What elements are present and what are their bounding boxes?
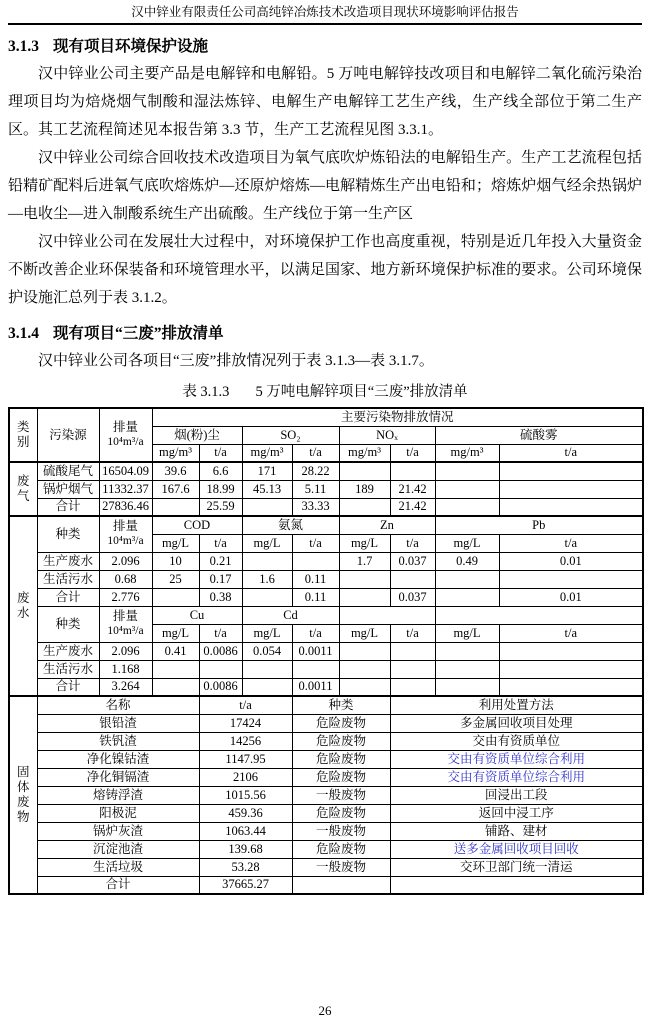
cell-value [390, 462, 435, 480]
cell-source: 生活污水 [37, 570, 99, 588]
cell-value: 0.037 [390, 552, 435, 570]
cell-source: 合计 [37, 678, 99, 696]
cell-waste-name: 阳极泥 [37, 804, 199, 822]
table-row [9, 714, 643, 732]
emission-table [8, 407, 644, 895]
cell-value [435, 588, 499, 606]
cell-method: 铺路、建材 [390, 822, 643, 840]
cell-volume: 3.264 [99, 678, 152, 696]
pollutant-group: NOₓ [339, 426, 435, 444]
col-header-source: 污染源 [37, 408, 99, 462]
cell-kind: 一般废物 [292, 822, 390, 840]
unit-cell: t/a [390, 534, 435, 552]
unit-cell: t/a [390, 624, 435, 642]
cell-value: 0.38 [199, 588, 242, 606]
cell-value [242, 678, 292, 696]
cell-method: 回浸出工段 [390, 786, 643, 804]
cell-amount: 1015.56 [199, 786, 292, 804]
volume-unit: 10⁴m³/a [107, 625, 144, 637]
cell-value [435, 462, 499, 480]
cell-value [499, 498, 643, 516]
page-number: 26 [318, 1003, 332, 1018]
cell-amount: 14256 [199, 732, 292, 750]
cell-value [499, 660, 643, 678]
cell-value: 18.99 [199, 480, 242, 498]
cell-amount: 2106 [199, 768, 292, 786]
cell-value [339, 678, 390, 696]
cell-kind: 危险废物 [292, 750, 390, 768]
cell-value [242, 498, 292, 516]
cell-value [499, 642, 643, 660]
paragraph: 汉中锌业公司各项目“三废”排放情况列于表 3.1.3—表 3.1.7。 [38, 353, 434, 369]
paragraph: 汉中锌业公司综合回收技术改造项目为氧气底吹炉炼铅法的电解铅生产。生产工艺流程包括铅精矿配料后进氧气底吹熔炼炉—还原炉熔炼—电解精炼生产出电铅和；熔炼炉烟气经余热锅炉—电收尘—进入制酸系统生产出硫酸。生产线位于第一生产区 [8, 150, 642, 222]
cell-value [339, 498, 390, 516]
cell-volume: 2.776 [99, 588, 152, 606]
table-row [9, 822, 643, 840]
cell-kind: 危险废物 [292, 714, 390, 732]
cell-kind: 危险废物 [292, 804, 390, 822]
pollutant-group: Pb [435, 516, 643, 534]
cell-value: 167.6 [152, 480, 199, 498]
unit-cell: t/a [199, 444, 242, 462]
table-row [9, 552, 643, 570]
cell-value: 33.33 [292, 498, 339, 516]
unit-cell: t/a [199, 534, 242, 552]
cell-value [499, 570, 643, 588]
pollutant-group: Zn [339, 516, 435, 534]
unit-cell: t/a [199, 624, 242, 642]
unit-cell: t/a [499, 624, 643, 642]
cell-value: 0.054 [242, 642, 292, 660]
cell-volume: 16504.09 [99, 462, 152, 480]
cell-value: 5.11 [292, 480, 339, 498]
cell-value: 0.41 [152, 642, 199, 660]
cell-method: 多金属回收项目处理 [390, 714, 643, 732]
unit-cell: t/a [499, 534, 643, 552]
volume-label: 排量 [112, 609, 138, 623]
table-row [9, 570, 643, 588]
cell-value [499, 480, 643, 498]
cell-value [390, 678, 435, 696]
cell-value: 171 [242, 462, 292, 480]
unit-cell: mg/L [152, 534, 199, 552]
col-header-amount: t/a [199, 696, 292, 714]
volume-unit: 10⁴m³/a [107, 535, 144, 548]
pollutant-group: 氨氮 [242, 516, 339, 534]
cell-method: 交由有资质单位综合利用 [390, 750, 643, 768]
cell-value: 25 [152, 570, 199, 588]
cell-value: 0.0011 [292, 642, 339, 660]
unit-cell: t/a [499, 444, 643, 462]
cell-method: 交环卫部门统一清运 [390, 858, 643, 876]
cell-value [292, 552, 339, 570]
table-caption-label: 表 3.1.3 [182, 384, 230, 400]
unit-cell: t/a [292, 624, 339, 642]
section-heading-314 [8, 323, 642, 344]
cell-value [390, 660, 435, 678]
section-number: 3.1.3 [8, 38, 39, 55]
cell-value [435, 498, 499, 516]
table-row [9, 876, 643, 894]
cell-value [242, 588, 292, 606]
cell-value [199, 660, 242, 678]
cell-value: 10 [152, 552, 199, 570]
unit-cell: mg/L [339, 624, 390, 642]
cell-value: 0.17 [199, 570, 242, 588]
cell-value [435, 480, 499, 498]
table-row [9, 750, 643, 768]
cell-value: 0.0086 [199, 678, 242, 696]
cell-value: 0.01 [499, 552, 643, 570]
cell-source: 合计 [37, 498, 99, 516]
cell-value [339, 660, 390, 678]
cell-value: 0.01 [499, 588, 643, 606]
col-header-kind: 种类 [37, 516, 99, 552]
cell-volume: 27836.46 [99, 498, 152, 516]
cell-value: 25.59 [199, 498, 242, 516]
cell-value [152, 498, 199, 516]
col-header-kind: 种类 [292, 696, 390, 714]
cell-value [339, 570, 390, 588]
category-label-waste-gas: 废气 [9, 462, 37, 516]
section-number: 3.1.4 [8, 325, 39, 342]
cell-value [435, 678, 499, 696]
cell-waste-name: 锅炉灰渣 [37, 822, 199, 840]
col-header-kind: 种类 [37, 606, 99, 642]
cell-value: 0.11 [292, 588, 339, 606]
volume-unit: 10⁴m³/a [107, 436, 144, 448]
cell-amount: 139.68 [199, 840, 292, 858]
table-row [9, 840, 643, 858]
cell-source: 合计 [37, 588, 99, 606]
cell-value: 21.42 [390, 498, 435, 516]
cell-volume: 0.68 [99, 570, 152, 588]
cell-waste-name: 净化铜镉渣 [37, 768, 199, 786]
cell-value: 45.13 [242, 480, 292, 498]
cell-value: 28.22 [292, 462, 339, 480]
cell-volume: 2.096 [99, 642, 152, 660]
cell-value: 1.7 [339, 552, 390, 570]
table-row [9, 678, 643, 696]
col-header-method: 利用处置方法 [390, 696, 643, 714]
volume-label: 排量 [112, 519, 138, 534]
table-row [9, 462, 643, 480]
cell-kind: 危险废物 [292, 768, 390, 786]
unit-cell: mg/m³ [435, 444, 499, 462]
cell-kind: 危险废物 [292, 732, 390, 750]
section-title: 现有项目“三废”排放清单 [53, 325, 224, 342]
cell-method [390, 876, 643, 894]
cell-method: 交由有资质单位综合利用 [390, 768, 643, 786]
unit-cell: t/a [292, 444, 339, 462]
cell-method: 返回中浸工序 [390, 804, 643, 822]
cell-volume: 11332.37 [99, 480, 152, 498]
unit-cell: t/a [390, 444, 435, 462]
table-row [9, 804, 643, 822]
col-header-volume [99, 606, 152, 642]
cell-value: 189 [339, 480, 390, 498]
cell-waste-name: 生活垃圾 [37, 858, 199, 876]
cell-source: 生产废水 [37, 642, 99, 660]
cell-value [435, 642, 499, 660]
cell-value: 0.49 [435, 552, 499, 570]
cell-value [152, 660, 199, 678]
paragraph: 汉中锌业公司主要产品是电解锌和电解铅。5 万吨电解锌技改项目和电解锌二氧化硫污染治理项目均为焙烧烟气制酸和湿法炼锌、电解生产电解锌工艺生产线，生产线全部位于第二生产区。其工艺流程简述见本报告第 3.3 节，生产工艺流程见图 3.3.1。 [8, 66, 642, 138]
table-subheader-row [9, 516, 643, 534]
unit-cell: t/a [292, 534, 339, 552]
cell-source: 锅炉烟气 [37, 480, 99, 498]
cell-waste-name: 合计 [37, 876, 199, 894]
pollutant-group: Cu [152, 606, 242, 624]
unit-cell: mg/L [152, 624, 199, 642]
pollutant-group: Cd [242, 606, 339, 624]
cell-value [242, 660, 292, 678]
cell-kind: 一般废物 [292, 858, 390, 876]
cell-amount: 17424 [199, 714, 292, 732]
cell-value: 0.0086 [199, 642, 242, 660]
cell-waste-name: 铁钒渣 [37, 732, 199, 750]
col-header-category: 类别 [9, 408, 37, 462]
cell-value: 0.037 [390, 588, 435, 606]
cell-value [390, 642, 435, 660]
cell-waste-name: 银铅渣 [37, 714, 199, 732]
cell-kind [292, 876, 390, 894]
table-subheader-row [9, 606, 643, 624]
pollutant-group [339, 606, 435, 624]
col-header-name: 名称 [37, 696, 199, 714]
cell-value: 1.6 [242, 570, 292, 588]
table-row [9, 498, 643, 516]
pollutant-group: COD [152, 516, 242, 534]
cell-value [152, 678, 199, 696]
cell-value [339, 642, 390, 660]
cell-source: 硫酸尾气 [37, 462, 99, 480]
unit-cell: mg/m³ [152, 444, 199, 462]
table-row [9, 786, 643, 804]
table-row [9, 732, 643, 750]
cell-method: 交由有资质单位 [390, 732, 643, 750]
section-title: 现有项目环境保护设施 [53, 38, 209, 55]
cell-value: 0.21 [199, 552, 242, 570]
table-row [9, 642, 643, 660]
cell-amount: 459.36 [199, 804, 292, 822]
running-header: 汉中锌业有限责任公司高纯锌冶炼技术改造项目现状环境影响评估报告 [8, 4, 642, 25]
cell-waste-name: 沉淀池渣 [37, 840, 199, 858]
pollutant-group: 硫酸雾 [435, 426, 643, 444]
pollutant-group: 烟(粉)尘 [152, 426, 242, 444]
table-caption [8, 382, 642, 402]
section-heading-313 [8, 36, 642, 57]
table-row [9, 858, 643, 876]
cell-amount: 1147.95 [199, 750, 292, 768]
cell-volume: 1.168 [99, 660, 152, 678]
unit-cell: mg/L [339, 534, 390, 552]
table-header-row [9, 408, 643, 426]
unit-cell: mg/L [435, 624, 499, 642]
cell-source: 生活污水 [37, 660, 99, 678]
table-row [9, 768, 643, 786]
cell-waste-name: 熔铸浮渣 [37, 786, 199, 804]
unit-cell: mg/L [242, 624, 292, 642]
volume-label: 排量 [112, 420, 138, 434]
col-header-volume [99, 408, 152, 462]
cell-value [499, 678, 643, 696]
cell-value [242, 552, 292, 570]
paragraph: 汉中锌业公司在发展壮大过程中，对环境保护工作也高度重视，特别是近几年投入大量资金不断改善企业环保装备和环境管理水平，以满足国家、地方新环境保护标准的要求。公司环境保护设施汇总列于表 3.1.2。 [8, 234, 642, 306]
cell-value [292, 660, 339, 678]
cell-value [339, 462, 390, 480]
cell-value [435, 660, 499, 678]
cell-value [499, 462, 643, 480]
table-row [9, 588, 643, 606]
cell-source: 生产废水 [37, 552, 99, 570]
category-label-solid-waste: 固体废物 [9, 696, 37, 894]
col-header-volume [99, 516, 152, 552]
unit-cell: mg/m³ [339, 444, 390, 462]
cell-value: 39.6 [152, 462, 199, 480]
pollutant-group [435, 606, 643, 624]
cell-value: 0.11 [292, 570, 339, 588]
table-caption-title: 5 万吨电解锌项目“三废”排放清单 [255, 384, 468, 400]
unit-cell: mg/L [435, 534, 499, 552]
table-row [9, 660, 643, 678]
unit-cell: mg/L [242, 534, 292, 552]
cell-value: 0.0011 [292, 678, 339, 696]
cell-value [435, 570, 499, 588]
col-header-main: 主要污染物排放情况 [152, 408, 643, 426]
cell-value [390, 570, 435, 588]
cell-amount: 1063.44 [199, 822, 292, 840]
cell-value [339, 588, 390, 606]
table-row [9, 480, 643, 498]
unit-cell: mg/m³ [242, 444, 292, 462]
cell-waste-name: 净化镍钴渣 [37, 750, 199, 768]
category-label-waste-water: 废水 [9, 516, 37, 696]
cell-value: 6.6 [199, 462, 242, 480]
pollutant-group: SO₂ [242, 426, 339, 444]
cell-kind: 一般废物 [292, 786, 390, 804]
table-subheader-row [9, 696, 643, 714]
cell-method: 送多金属回收项目回收 [390, 840, 643, 858]
cell-amount: 53.28 [199, 858, 292, 876]
cell-value: 21.42 [390, 480, 435, 498]
cell-kind: 危险废物 [292, 840, 390, 858]
cell-amount: 37665.27 [199, 876, 292, 894]
cell-volume: 2.096 [99, 552, 152, 570]
cell-value [152, 588, 199, 606]
